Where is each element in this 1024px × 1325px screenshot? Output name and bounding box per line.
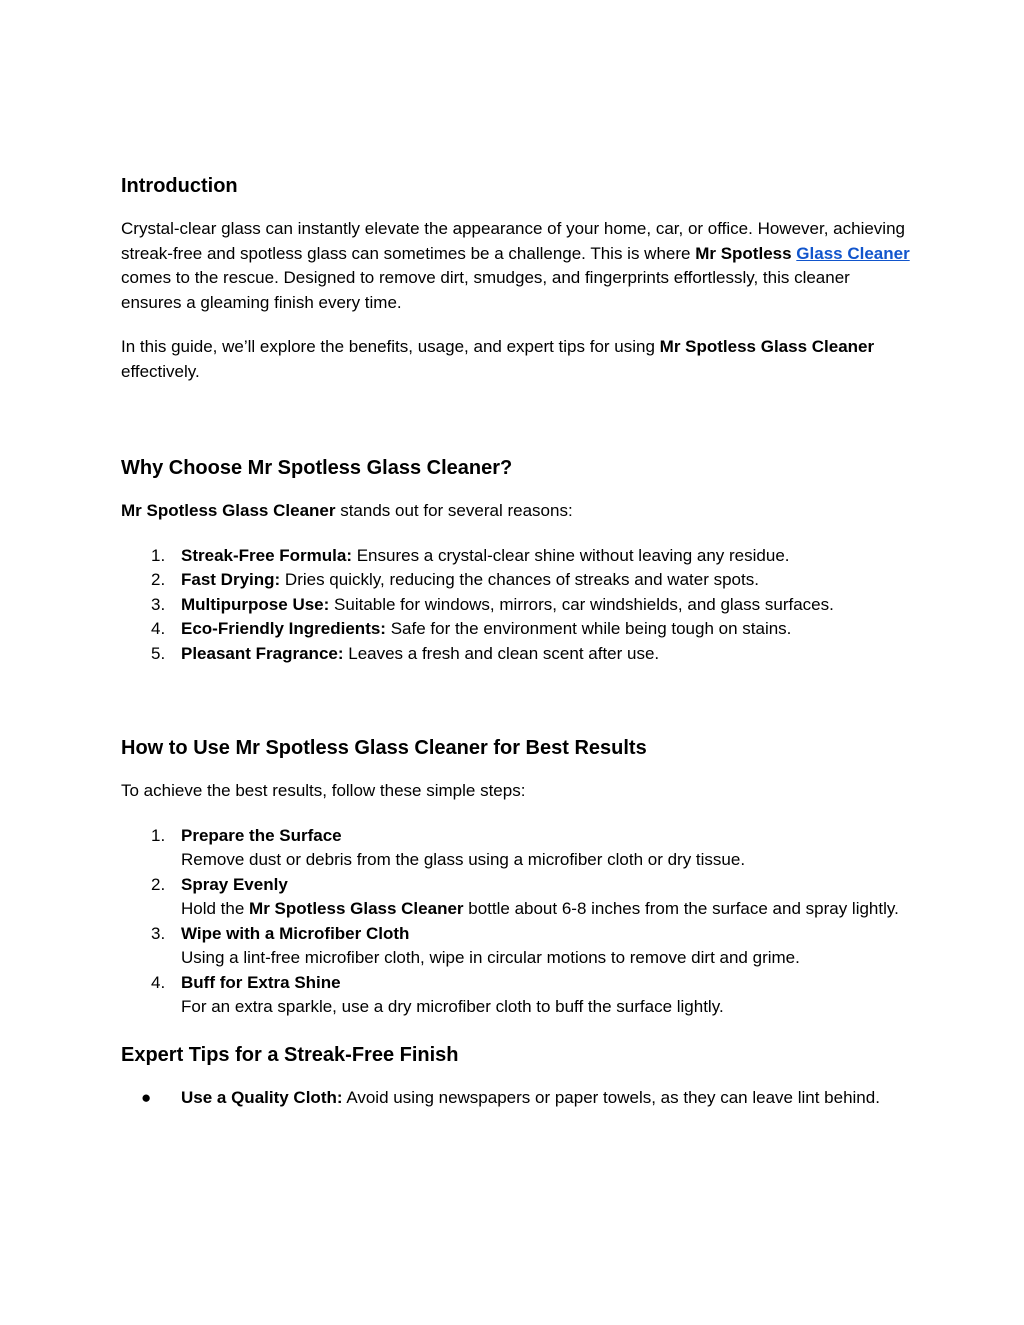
why-lead [121,499,911,524]
step-title: Buff for Extra Shine [181,972,341,992]
list-number: 4. [151,972,166,992]
document-body [121,171,911,1110]
item-bold: Multipurpose Use: [181,594,330,614]
intro-p2-text-1: In this guide, we’ll explore the benefits, usage, and expert tips for using [121,337,660,356]
tips-heading: Expert Tips for a Streak-Free Finish [121,1043,459,1066]
step-bold: Mr Spotless Glass Cleaner [249,899,464,918]
how-steps-list [121,824,911,1020]
item-bold: Pleasant Fragrance: [181,643,344,663]
list-number: 5. [151,643,166,663]
step-text: Using a lint-free microfiber cloth, wipe in circular motions to remove dirt and grime. [181,948,800,967]
step-item [121,873,911,922]
item-bold: Fast Drying: [181,570,281,589]
intro-p1-text-2: comes to the rescue. Designed to remove dirt, smudges, and fingerprints effortlessly, this cleaner ensures a gleaming finish every time. [121,268,850,312]
step-text: For an extra sparkle, use a dry microfiber cloth to buff the surface lightly. [181,997,724,1016]
step-item [121,971,911,1020]
list-item [121,617,911,642]
list-item [121,544,911,569]
intro-p1-text-1: Crystal-clear glass can instantly elevate the appearance of your home, car, or office. However, achieving streak-free and spotless glass can sometimes be a challenge. This is where [121,219,905,263]
step-item [121,824,911,873]
list-number: 1. [151,825,166,845]
intro-paragraph-1 [121,217,911,315]
why-list [121,544,911,667]
intro-p1-bold: Mr Spotless [695,243,792,263]
list-number: 4. [151,619,166,638]
item-text: Safe for the environment while being tough on stains. [385,619,792,638]
item-text: Leaves a fresh and clean scent after use. [343,643,660,663]
list-item [121,642,911,667]
list-item [121,568,911,593]
why-heading: Why Choose Mr Spotless Glass Cleaner? [121,457,513,479]
tips-list [121,1086,911,1111]
list-number: 3. [151,923,166,943]
step-title: Spray Evenly [181,874,288,894]
how-heading: How to Use Mr Spotless Glass Cleaner for Best Results [121,737,647,759]
step-text-2: bottle about 6-8 inches from the surface and spray lightly. [463,899,899,918]
list-number: 3. [151,594,166,614]
item-bold: Streak-Free Formula: [181,545,352,565]
step-title: Prepare the Surface [181,825,342,845]
why-lead-bold: Mr Spotless Glass Cleaner [121,501,336,520]
list-number: 1. [151,545,166,565]
step-text: Hold the [181,899,250,918]
tip-item [121,1086,911,1111]
item-text: Dries quickly, reducing the chances of streaks and water spots. [280,570,759,589]
step-text: Remove dust or debris from the glass using a microfiber cloth or dry tissue. [181,850,746,869]
intro-p2-bold: Mr Spotless Glass Cleaner [659,337,875,356]
item-text: Suitable for windows, mirrors, car windshields, and glass surfaces. [329,594,834,614]
item-bold: Eco-Friendly Ingredients: [181,619,386,638]
intro-heading: Introduction [121,175,238,197]
bullet-icon: ● [141,1087,152,1107]
tip-bold: Use a Quality Cloth: [181,1087,343,1107]
why-lead-text: stands out for several reasons: [335,501,573,520]
list-number: 2. [151,570,166,589]
list-item [121,593,911,618]
step-title: Wipe with a Microfiber Cloth [181,923,410,943]
tip-text: Avoid using newspapers or paper towels, as they can leave lint behind. [342,1087,880,1107]
list-number: 2. [151,874,166,894]
item-text: Ensures a crystal-clear shine without leaving any residue. [352,545,790,565]
how-lead: To achieve the best results, follow these simple steps: [121,781,526,800]
intro-paragraph-2 [121,335,911,384]
step-item [121,922,911,971]
glass-cleaner-link[interactable]: Glass Cleaner [796,243,910,263]
intro-p2-text-2: effectively. [121,361,200,381]
